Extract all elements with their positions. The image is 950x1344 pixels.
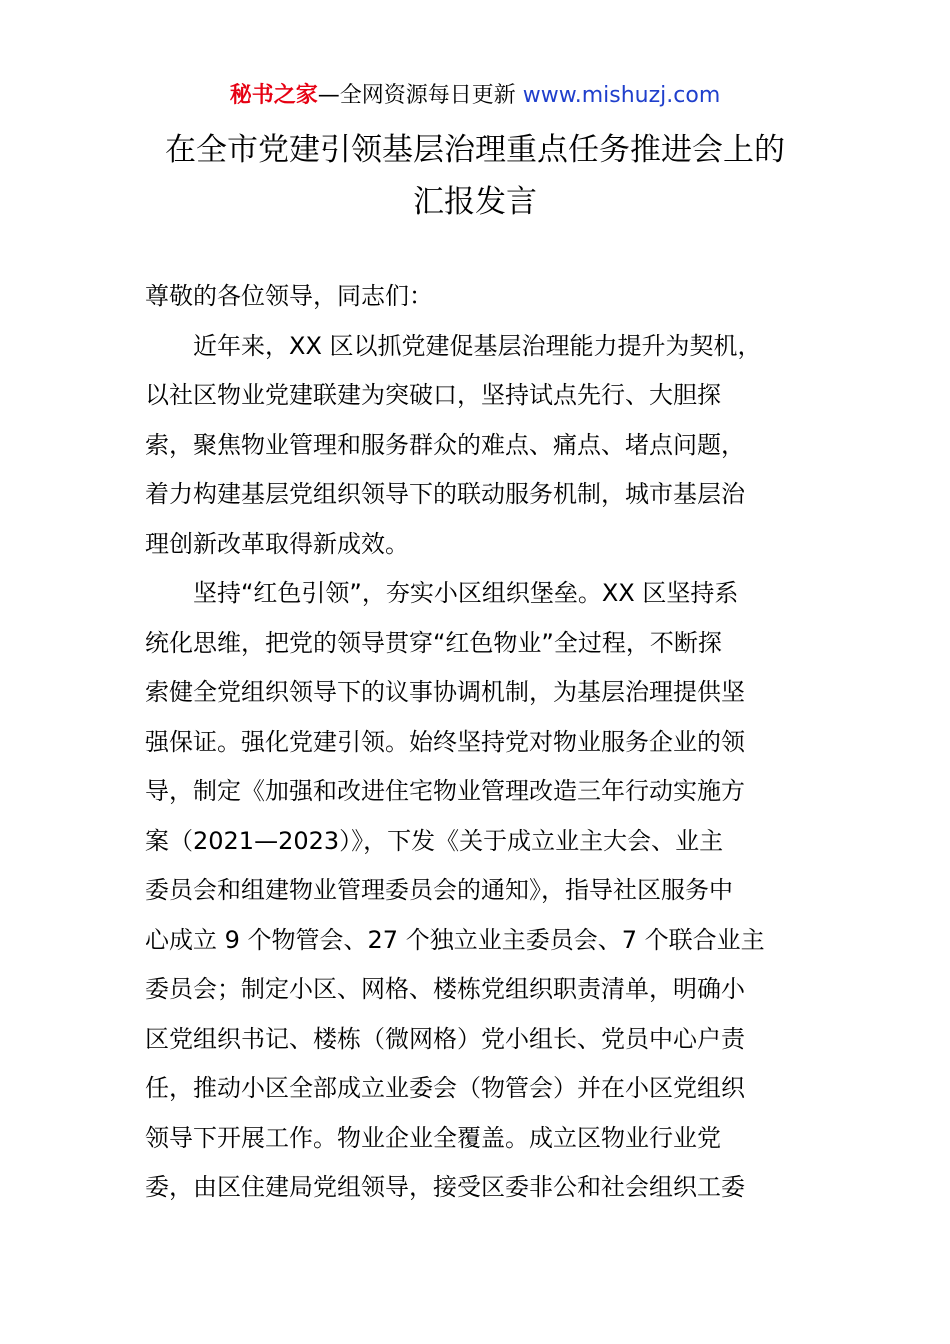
paragraph-line: 坚持“红色引领”，夯实小区组织堡垒。XX 区坚持系 [193,579,739,607]
paragraph-line: 心成立 9 个物管会、27 个独立业主委员会、7 个联合业主 [145,925,765,954]
paragraph-line: 强保证。强化党建引领。始终坚持党对物业服务企业的领 [145,727,745,756]
paragraph-line: 统化思维，把党的领导贯穿“红色物业”全过程，不断探 [145,628,722,657]
paragraph-line: 索健全党组织领导下的议事协调机制，为基层治理提供坚 [145,678,745,706]
site-url[interactable]: www.mishuzj.com [522,83,721,108]
paragraph-line: 任，推动小区全部成立业委会（物管会）并在小区党组织 [145,1074,745,1102]
brand-name: 秘书之家 [229,83,318,108]
paragraph-line: 以社区物业党建联建为突破口，坚持试点先行、大胆探 [145,381,721,409]
paragraph-1 [145,322,810,570]
paragraph-line: 近年来，XX 区以抓党建促基层治理能力提升为契机， [193,331,762,360]
site-header [0,80,950,112]
document-title [100,124,850,228]
paragraph-line: 区党组织书记、楼栋（微网格）党小组长、党员中心户责 [145,1024,745,1053]
paragraph-2 [145,569,810,1213]
document-body [145,272,810,1213]
paragraph-line: 委员会；制定小区、网格、楼栋党组织职责清单，明确小 [145,975,745,1003]
paragraph-line: 理创新改革取得新成效。 [145,529,409,558]
site-tagline: —全网资源每日更新 [317,83,516,108]
salutation: 尊敬的各位领导，同志们： [145,282,433,310]
paragraph-line: 委员会和组建物业管理委员会的通知》，指导社区服务中 [145,876,733,904]
paragraph-line: 委，由区住建局党组领导，接受区委非公和社会组织工委 [145,1173,745,1201]
title-line-1: 在全市党建引领基层治理重点任务推进会上的 [165,132,785,168]
paragraph-line: 导，制定《加强和改进住宅物业管理改造三年行动实施方 [145,777,745,805]
paragraph-line: 案（2021—2023）》，下发《关于成立业主大会、业主 [145,826,724,855]
paragraph-line: 索，聚焦物业管理和服务群众的难点、痛点、堵点问题， [145,430,745,459]
paragraph-line: 领导下开展工作。物业企业全覆盖。成立区物业行业党 [145,1123,721,1152]
title-line-2: 汇报发言 [413,184,537,220]
paragraph-line: 着力构建基层党组织领导下的联动服务机制，城市基层治 [145,480,745,508]
